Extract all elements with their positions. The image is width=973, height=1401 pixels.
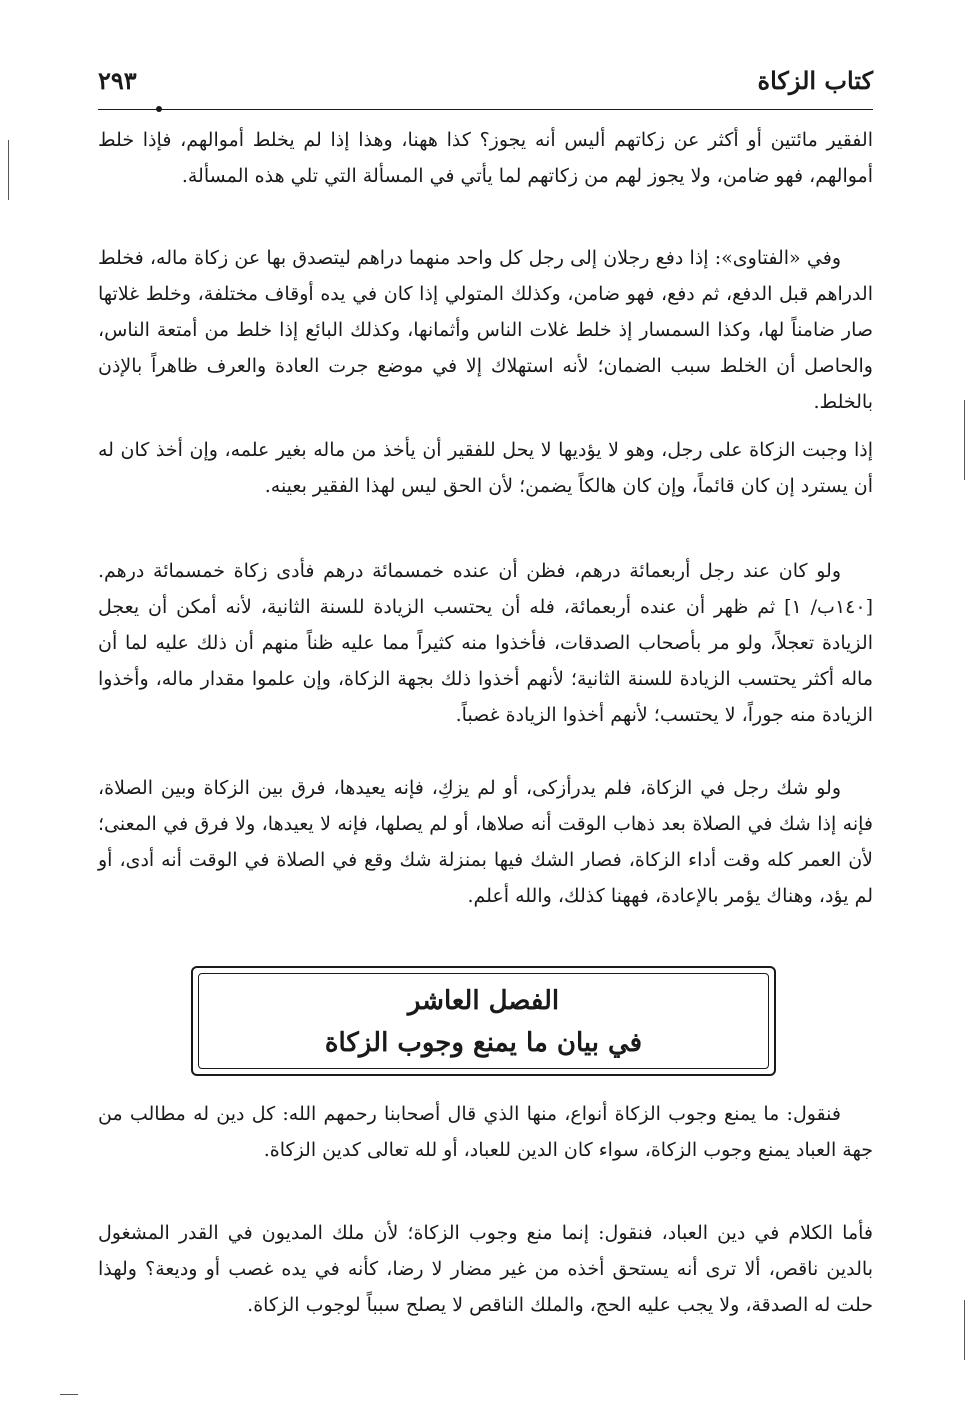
paragraph-5 (98, 770, 873, 914)
header-rule (98, 109, 873, 110)
running-header (98, 58, 873, 104)
paragraph-text: إذا وجبت الزكاة على رجل، وهو لا يؤديها لا يحل للفقير أن يأخذ من ماله بغير علمه، وإن أخذ كان له أن يسترد إن كان قائماً، وإن كان هالكاً يضمن؛ لأن الحق ليس لهذا الفقير بعينه. (98, 439, 873, 497)
chapter-heading-box (191, 966, 776, 1076)
header-rule-dot (156, 106, 162, 112)
paragraph-3 (98, 432, 873, 504)
chapter-title: الفصل العاشر (407, 986, 560, 1016)
paragraph-6 (98, 1096, 873, 1168)
paragraph-2 (98, 240, 873, 420)
paragraph-7 (98, 1215, 873, 1323)
paragraph-1 (98, 122, 873, 194)
scan-margin-mark (964, 1300, 965, 1360)
paragraph-text: وفي «الفتاوى»: إذا دفع رجلان إلى رجل كل واحد منهما دراهم ليتصدق بها عن زكاة ماله، فخلط الدراهم قبل الدفع، ثم دفع، فهو ضامن، وكذلك المتولي إذا كان في يده أوقاف مختلفة، وخلط غلاتها صار ضامناً لها، وكذا السمسار إذ خلط غلات الناس وأثمانها، وكذلك البائع إذا خلط من أمتعة الناس، والحاصل أن الخلط سبب الضمان؛ لأنه استهلاك إلا في موضع جرت العادة والعرف ظاهراً بالإذن بالخلط. (98, 247, 873, 413)
book-title: كتاب الزكاة (757, 66, 873, 95)
paragraph-text: ولو شك رجل في الزكاة، فلم يدرأزكى، أو لم يزكِ، فإنه يعيدها، فرق بين الزكاة وبين الصلاة، فإنه إذا شك في الصلاة بعد ذهاب الوقت أنه صلاها، أو لم يصلها، فإنه لا يعيدها، ولا فرق في المعنى؛ لأن العمر كله وقت أداء الزكاة، فصار الشك فيها بمنزلة شك وقع في الصلاة في الوقت أنه أدى، أو لم يؤد، وهناك يؤمر بالإعادة، فههنا كذلك، والله أعلم. (98, 777, 873, 907)
paragraph-text: ولو كان عند رجل أربعمائة درهم، فظن أن عنده خمسمائة درهم فأدى زكاة خمسمائة درهم. [١٤٠ب/ ١] ثم ظهر أن عنده أربعمائة، فله أن يحتسب الزيادة للسنة الثانية، لأنه أمكن أن يعجل الزيادة تعجلاً، ولو مر بأصحاب الصدقات، فأخذوا منه كثيراً مما عليه ظناً منهم أن ذلك عليه لما أن ماله أكثر يحتسب الزيادة للسنة الثانية؛ لأنهم أخذوا ذلك بجهة الزكاة، وإن علموا مقدار ماله، وأخذوا الزيادة منه جوراً، لا يحتسب؛ لأنهم أخذوا الزيادة غصباً. (98, 560, 873, 726)
scan-margin-mark (60, 1394, 78, 1395)
page-number: ٢٩٣ (98, 66, 137, 95)
paragraph-text: فأما الكلام في دين العباد، فنقول: إنما منع وجوب الزكاة؛ لأن ملك المديون في القدر المشغول بالدين ناقص، ألا ترى أنه يستحق أخذه من غير مضار لا رضا، كأنه في يده غصب أو وديعة؟ ولهذا حلت له الصدقة، ولا يجب عليه الحج، والملك الناقص لا يصلح سبباً لوجوب الزكاة. (98, 1222, 873, 1316)
paragraph-text: فنقول: ما يمنع وجوب الزكاة أنواع، منها الذي قال أصحابنا رحمهم الله: كل دين له مطالب من جهة العباد يمنع وجوب الزكاة، سواء كان الدين للعباد، أو لله تعالى كدين الزكاة. (98, 1103, 873, 1161)
paragraph-4 (98, 553, 873, 733)
chapter-subtitle: في بيان ما يمنع وجوب الزكاة (324, 1028, 643, 1058)
scan-margin-mark (964, 400, 965, 480)
paragraph-text: الفقير مائتين أو أكثر عن زكاتهم أليس أنه يجوز؟ كذا ههنا، وهذا إذا لم يخلط أموالهم، فإذا خلط أموالهم، فهو ضامن، ولا يجوز لهم من زكاتهم لما يأتي في المسألة التي تلي هذه المسألة. (98, 129, 873, 187)
scan-margin-mark (8, 140, 9, 200)
